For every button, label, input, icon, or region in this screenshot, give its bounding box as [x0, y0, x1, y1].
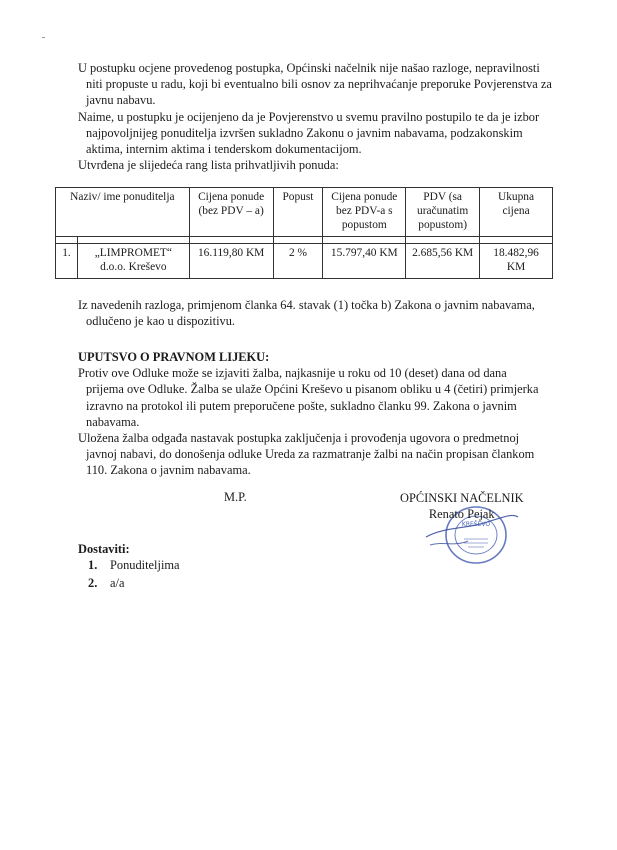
remedy-line: nabavama.: [86, 414, 140, 429]
signer-title: OPĆINSKI NAČELNIK: [400, 491, 524, 505]
signature-block: [400, 490, 524, 522]
intro-paragraph: [78, 60, 556, 173]
decision-line: odlučeno je kao u dispozitivu.: [86, 314, 236, 329]
delivery-heading: Dostaviti:: [78, 542, 130, 556]
table-header-row: [56, 188, 553, 237]
decision-line: Iz navedenih razloga, primjenom članka 64. stavak (1) točka b) Zakona o javnim nabavama,: [78, 298, 535, 312]
table-spacer-row: [56, 237, 553, 244]
header-discount: Popust: [273, 188, 323, 237]
remedy-line: 110. Zakona o javnim nabavama.: [86, 463, 251, 478]
list-item-text: a/a: [110, 576, 125, 590]
remedy-line: izravno na protokol ili putem preporučene pošte, sukladno članku 99. Zakona o javnim: [86, 398, 517, 413]
row-price-discounted: 15.797,40 KM: [323, 244, 406, 279]
remedy-section: [78, 349, 556, 479]
header-bidder-name: Naziv/ ime ponuditelja: [56, 188, 190, 237]
intro-line: javnu nabavu.: [86, 93, 156, 108]
delivery-list: [88, 556, 180, 592]
list-item-number: 1.: [88, 558, 98, 572]
remedy-line: javnoj nabavi, do donošenja odluke Ureda za razmatranje žalbi na način propisan člankom: [86, 447, 535, 462]
intro-line: Utvrđena je slijedeća rang lista prihvatljivih ponuda:: [78, 158, 339, 173]
header-total: Ukupna cijena: [480, 188, 553, 237]
remedy-line: Uložena žalba odgađa nastavak postupka zaključenja i provođenja ugovora o predmetnoj: [78, 431, 520, 446]
header-price: Cijena ponude (bez PDV – a): [189, 188, 273, 237]
list-item: [88, 574, 180, 592]
scan-speck: [42, 37, 45, 38]
signer-name: Renato Pejak: [428, 507, 495, 521]
remedy-heading: UPUTSVO O PRAVNOM LIJEKU:: [78, 350, 270, 364]
row-number: 1.: [56, 244, 78, 279]
header-vat: PDV (sa uračunatim popustom): [406, 188, 480, 237]
row-price: 16.119,80 KM: [189, 244, 273, 279]
decision-paragraph: [78, 297, 556, 329]
row-total: 18.482,96 KM: [480, 244, 553, 279]
row-bidder-name: „LIMPROMET“ d.o.o. Kreševo: [77, 244, 189, 279]
seal-placeholder-label: M.P.: [224, 490, 247, 504]
header-price-discounted: Cijena ponude bez PDV-a s popustom: [323, 188, 406, 237]
list-item: [88, 556, 180, 574]
intro-line: najpovoljnijeg ponuditelja izvršen sukladno Zakonu o javnim nabavama, podzakonskim: [86, 125, 523, 140]
stamp-text: KREŠEVO: [461, 521, 491, 528]
row-discount: 2 %: [273, 244, 323, 279]
remedy-line: Protiv ove Odluke može se izjaviti žalba, najkasnije u roku od 10 (deset) dana od dana: [78, 366, 507, 381]
intro-line: niti propuste u radu, koji bi eventualno bili osnov za neprihvaćanje preporuke Povjerenstva za: [86, 77, 552, 92]
intro-line: Naime, u postupku je ocijenjeno da je Povjerenstvo u svemu pravilno postupilo te da je izbor: [78, 109, 540, 124]
ranking-table: [55, 187, 553, 279]
list-item-text: Ponuditeljima: [110, 558, 180, 572]
table-row: [56, 244, 553, 279]
row-vat: 2.685,56 KM: [406, 244, 480, 279]
list-item-number: 2.: [88, 576, 98, 590]
intro-line: U postupku ocjene provedenog postupka, Općinski načelnik nije našao razloge, nepravilnosti: [78, 61, 540, 75]
remedy-line: prijema ove Odluke. Žalba se ulaže Općini Kreševo u pisanom obliku u 4 (četiri) primjerka: [86, 382, 539, 397]
intro-line: aktima, internim aktima i tenderskom dokumentacijom.: [86, 142, 362, 157]
